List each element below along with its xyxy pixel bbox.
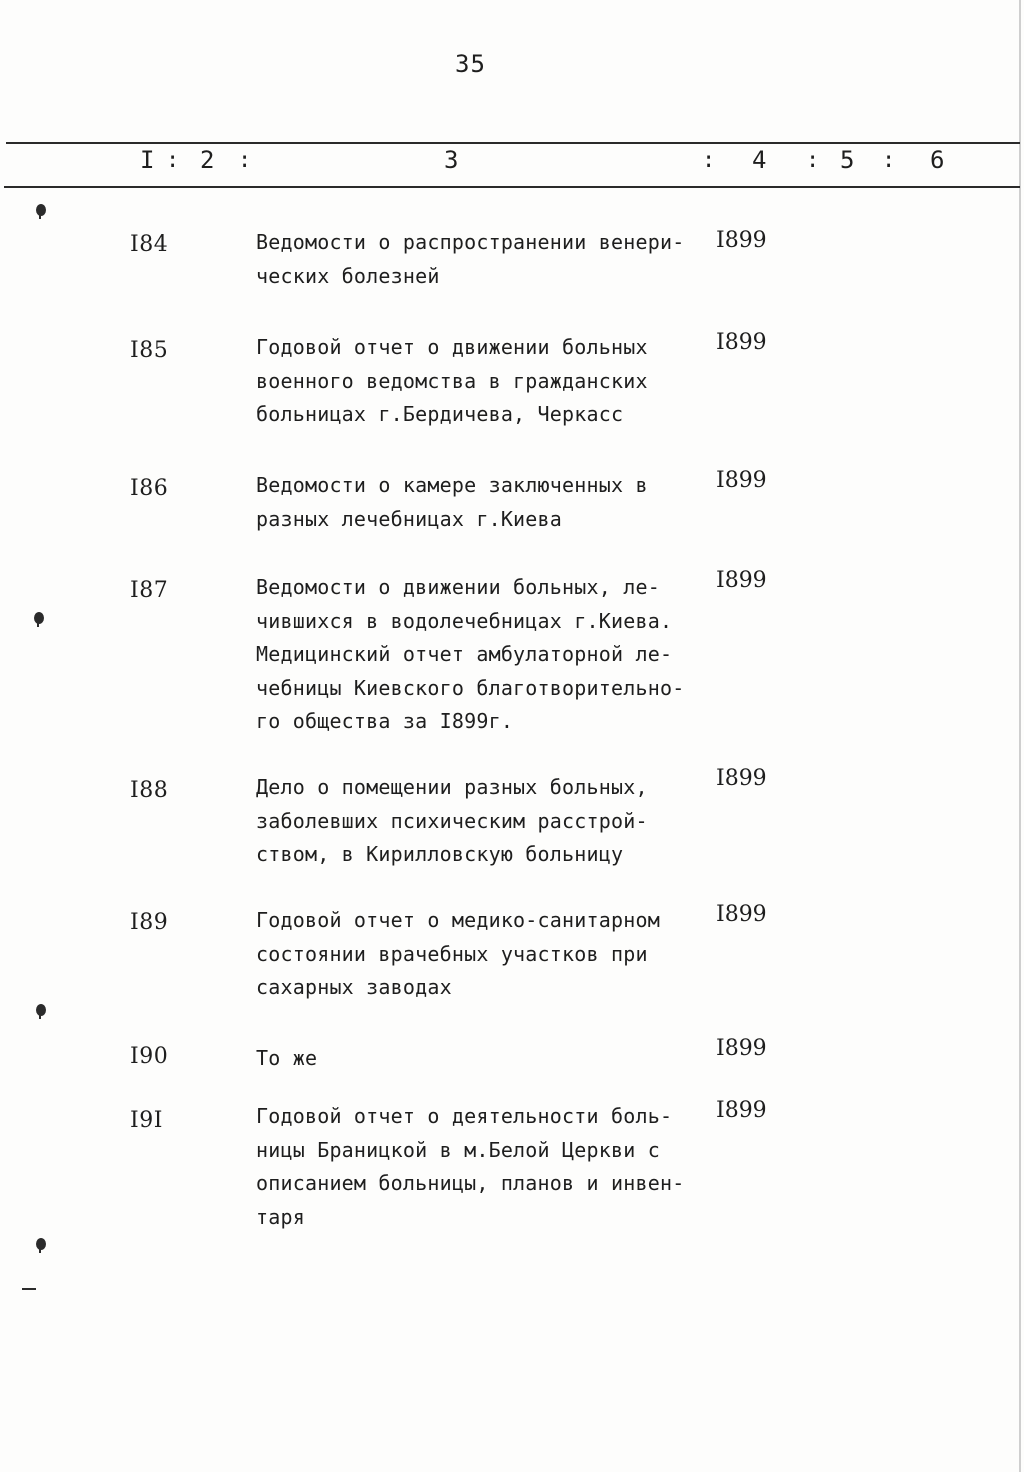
row-number: I84 [130,232,169,257]
row-year: I899 [716,468,767,493]
description-line: Ведомости о камере заключенных в [256,473,648,497]
description-line: Дело о помещении разных больных, [256,775,648,799]
description-line: описанием больницы, планов и инвен- [256,1171,685,1195]
description-line: таря [256,1204,305,1229]
description-line: военного ведомства в гражданских [256,368,648,393]
row-number: I85 [130,338,169,363]
row-number: I86 [130,476,169,501]
row-year: I899 [716,330,767,355]
description-line: чебницы Киевского благотворительно- [256,675,685,700]
description-line: больницах г.Бердичева, Черкасс [256,402,624,426]
header-bottom-rule [4,186,1020,188]
row-description [256,771,716,872]
description-line: То же [256,1046,318,1070]
row-year: I899 [716,228,767,253]
header-top-rule [6,142,1020,144]
header-col-6: 6 [930,146,945,174]
row-year: I899 [716,1036,767,1061]
row-description [256,904,716,1005]
row-description [256,571,716,739]
header-separator: : [238,148,252,173]
header-separator: : [702,148,716,173]
punch-hole-mark [36,1238,46,1250]
description-line: ством, в Кирилловскую больницу [256,842,624,866]
description-line: ческих болезней [256,263,440,288]
row-description [256,331,716,432]
row-number: I89 [130,910,169,935]
description-line: состоянии врачебных участков при [256,941,648,966]
row-description [256,1100,716,1234]
header-col-5: 5 [840,146,855,174]
punch-hole-mark [36,204,46,216]
row-description [256,1042,716,1076]
margin-dash-mark [22,1288,36,1290]
description-line: го общества за I899г. [256,709,514,733]
row-year: I899 [716,902,767,927]
punch-hole-mark [36,1004,46,1016]
header-col-1: I [140,146,155,174]
row-description [256,469,716,536]
description-line: Ведомости о распространении венери- [256,230,685,254]
description-line: разных лечебницах г.Киева [256,506,563,531]
row-year: I899 [716,766,767,791]
description-line: ницы Браницкой в м.Белой Церкви с [256,1137,660,1162]
description-line: Медицинский отчет амбулаторной ле- [256,642,673,666]
punch-hole-mark [34,612,44,624]
description-line: Ведомости о движении больных, ле- [256,575,660,599]
header-separator: : [806,148,820,173]
header-col-3: 3 [444,146,459,174]
description-line: сахарных заводах [256,975,452,999]
description-line: Годовой отчет о медико-санитарном [256,908,660,932]
page-number: 35 [455,50,486,78]
header-separator: : [166,148,180,173]
row-number: I88 [130,778,169,803]
description-line: заболевших психическим расстрой- [256,808,648,833]
row-description [256,226,716,293]
description-line: Годовой отчет о движении больных [256,335,648,359]
header-col-2: 2 [200,146,215,174]
header-separator: : [882,148,896,173]
header-col-4: 4 [752,146,767,174]
row-number: I9I [130,1108,163,1133]
row-number: I90 [130,1044,169,1069]
row-year: I899 [716,568,767,593]
row-year: I899 [716,1098,767,1123]
description-line: чившихся в водолечебницах г.Киева. [256,608,673,633]
page-edge-shadow [1019,0,1021,1472]
description-line: Годовой отчет о деятельности боль- [256,1104,673,1128]
row-number: I87 [130,578,169,603]
